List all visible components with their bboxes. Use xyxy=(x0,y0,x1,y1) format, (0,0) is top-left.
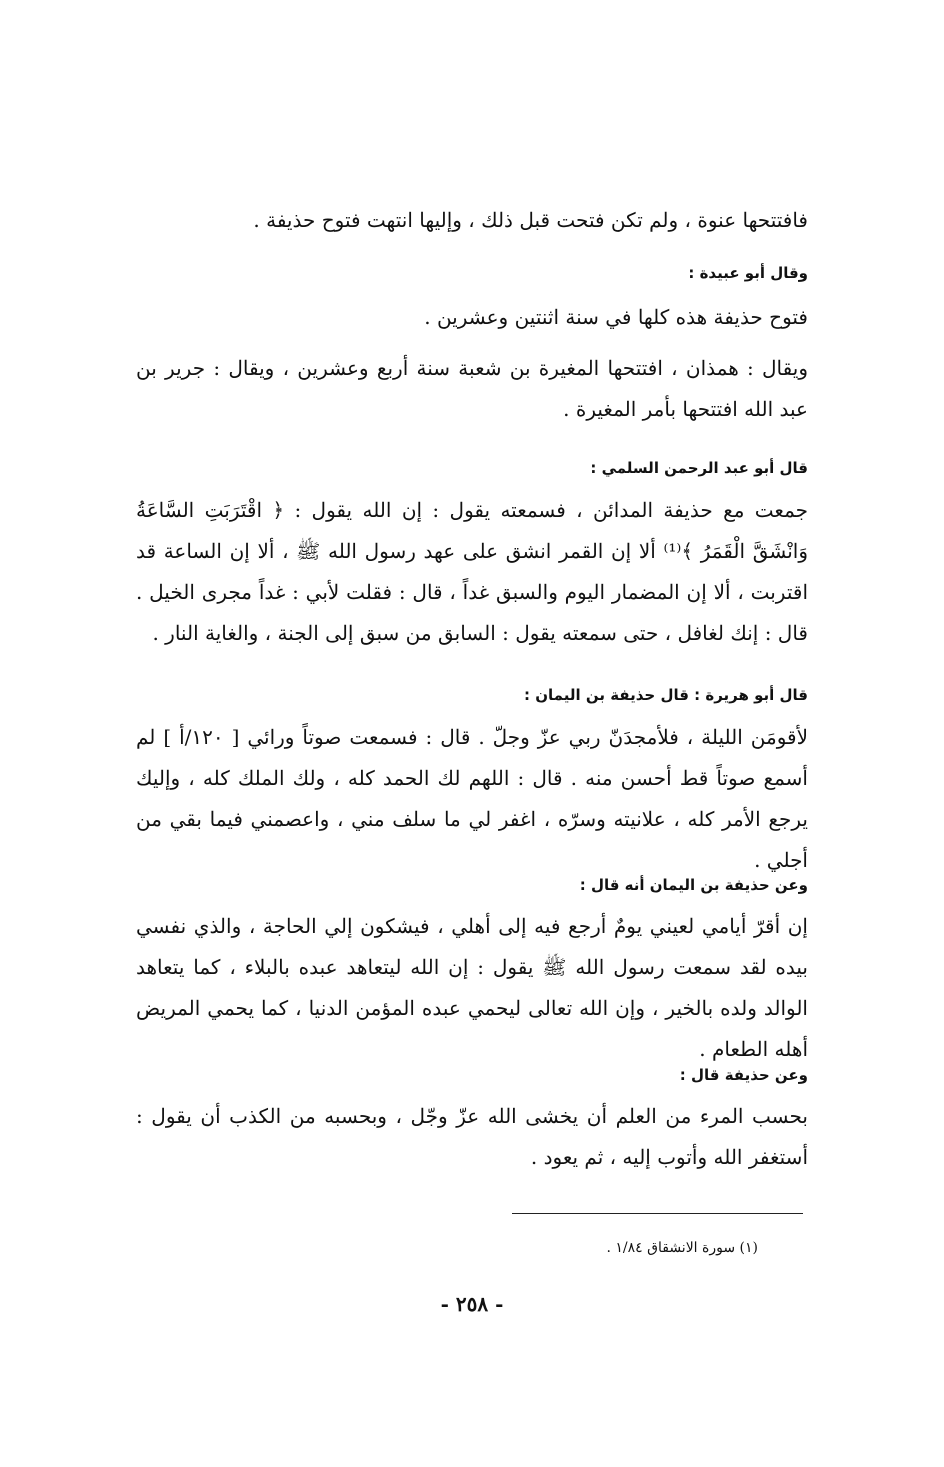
footnote-separator xyxy=(512,1213,803,1214)
paragraph-sulami: جمعت مع حذيفة المدائن ، فسمعته يقول : إن الله يقول : ﴿ اقْتَرَبَتِ السَّاعَةُ وَانْشَقَّ الْقَمَرُ ﴾⁽¹⁾ ألا إن القمر انشق على عهد رسول الله ﷺ ، ألا إن الساعة قد اقتربت ، ألا إن المضمار اليوم والسبق غداً ، قال : فقلت لأبي : غداً مجرى الخيل . قال : إنك لغافل ، حتى سمعته يقول : السابق من سبق إلى الجنة ، والغاية النار . xyxy=(136,498,809,645)
heading-abu-ubayda: وقال أبو عبيدة : xyxy=(688,264,808,282)
heading-sulami: قال أبو عبد الرحمن السلمي : xyxy=(590,459,808,477)
paragraph-opening: فافتتحها عنوة ، ولم تكن فتحت قبل ذلك ، وإليها انتهت فتوح حذيفة . xyxy=(253,208,808,232)
heading-hudhayfa-2: وعن حذيفة قال : xyxy=(679,1066,808,1084)
paragraph-abu-ubayda: فتوح حذيفة هذه كلها في سنة اثنتين وعشرين . xyxy=(424,305,808,329)
heading-abu-hurayra: قال أبو هريرة : قال حذيفة بن اليمان : xyxy=(524,686,808,704)
paragraph-abu-hurayra: لأقومَن الليلة ، فلأمجدَنّ ربي عزّ وجلّ . قال : فسمعت صوتاً ورائي [ ١٢٠/أ ] لم أسمع صوتاً قط أحسن منه . قال : اللهم لك الحمد كله ، ولك الملك كله ، وإليك يرجع الأمر كله ، علانيته وسرّه ، اغفر لي ما سلف مني ، واعصمني فيما بقي من أجلي . xyxy=(136,725,808,872)
page-number: - ٢٥٨ - xyxy=(440,1292,504,1316)
paragraph-hudhayfa-1: إن أقرّ أيامي لعيني يومٌ أرجع فيه إلى أهلي ، فيشكون إلي الحاجة ، والذي نفسي بيده لقد سمعت رسول الله ﷺ يقول : إن الله ليتعاهد عبده بالبلاء ، كما يتعاهد الوالد ولده بالخير ، وإن الله تعالى ليحمي عبده المؤمن الدنيا ، كما يحمي المريض أهله الطعام . xyxy=(136,914,808,1061)
paragraph-hamadhan: ويقال : همذان ، افتتحها المغيرة بن شعبة سنة أربع وعشرين ، ويقال : جرير بن عبد الله افتتحها بأمر المغيرة . xyxy=(136,356,808,421)
footnote: (١) سورة الانشقاق ١/٨٤ . xyxy=(606,1240,758,1256)
heading-hudhayfa-1: وعن حذيفة بن اليمان أنه قال : xyxy=(579,876,808,894)
paragraph-hudhayfa-2: بحسب المرء من العلم أن يخشى الله عزّ وجّل ، وبحسبه من الكذب أن يقول : أستغفر الله وأتوب إليه ، ثم يعود . xyxy=(136,1104,808,1169)
